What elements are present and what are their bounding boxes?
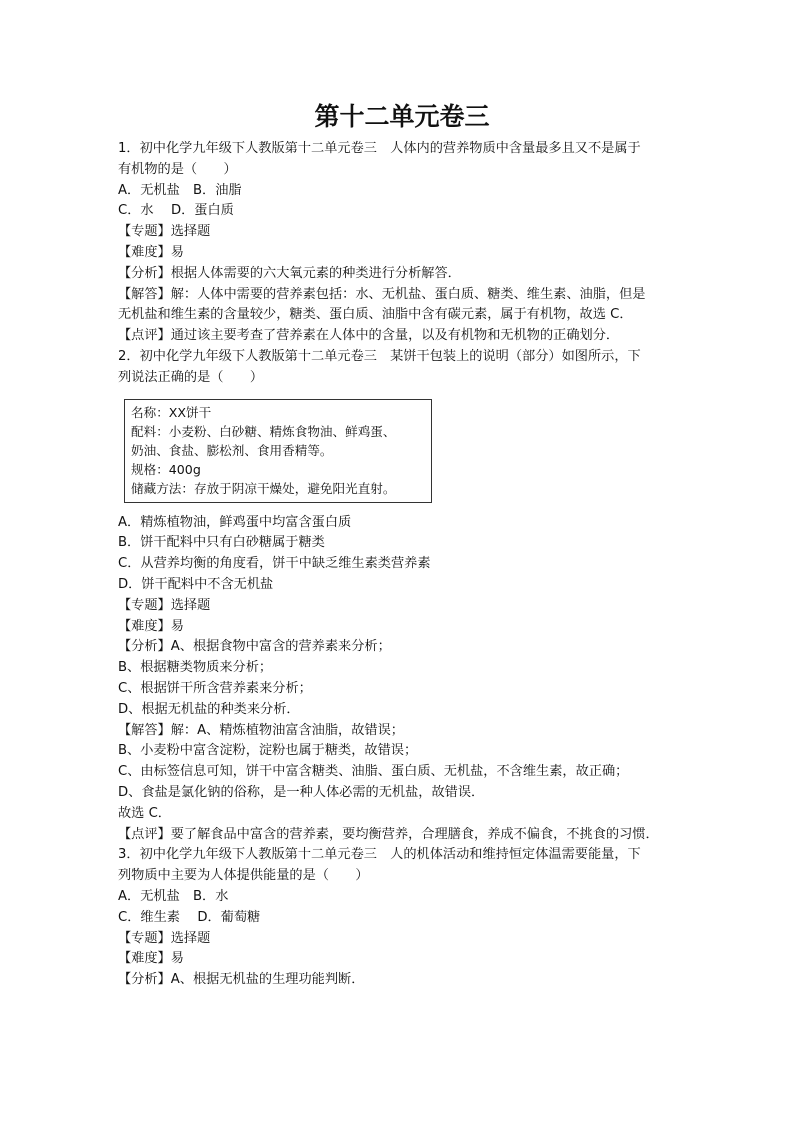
- q2-analysis-d: D、根据无机盐的种类来分析．: [118, 701, 300, 717]
- q2-difficulty: 【难度】易: [118, 618, 184, 634]
- label-spec: 规格：400g: [131, 462, 201, 478]
- q3-topic: 【专题】选择题: [118, 930, 211, 946]
- q2-stem-line-2: 列说法正确的是（ ）: [118, 369, 264, 385]
- q3-difficulty: 【难度】易: [118, 951, 184, 967]
- document-page: [118, 95, 680, 991]
- q2-answer-b: B、小麦粉中富含淀粉，淀粉也属于糖类，故错误；: [118, 743, 418, 759]
- q1-analysis: 【分析】根据人体需要的六大氧元素的种类进行分析解答．: [118, 265, 461, 281]
- q1-difficulty: 【难度】易: [118, 244, 184, 260]
- biscuit-label-box: [124, 399, 432, 503]
- q2-comment: 【点评】要了解食品中富含的营养素，要均衡营养，合理膳食，养成不偏食，不挑食的习惯．: [118, 826, 659, 842]
- q2-choice: 故选 C．: [118, 805, 171, 821]
- label-storage: 储藏方法：存放于阴凉干燥处，避免阳光直射。: [131, 481, 396, 497]
- q2-option-b: B．饼干配料中只有白砂糖属于糖类: [118, 535, 325, 551]
- q2-option-a: A．精炼植物油，鲜鸡蛋中均富含蛋白质: [118, 514, 352, 530]
- q3-options-ab: A．无机盐 B．水: [118, 888, 229, 904]
- q1-comment: 【点评】通过该主要考查了营养素在人体中的含量，以及有机物和无机物的正确划分．: [118, 328, 620, 344]
- q1-options-ab: A．无机盐 B．油脂: [118, 182, 242, 198]
- q3-stem-line-2: 列物质中主要为人体提供能量的是（ ）: [118, 868, 369, 884]
- page-title: 第十二单元卷三: [314, 102, 490, 131]
- q2-analysis-c: C、根据饼干所含营养素来分析；: [118, 680, 312, 696]
- q2-stem-line-1: 2．初中化学九年级下人教版第十二单元卷三 某饼干包装上的说明（部分）如图所示，下: [118, 348, 641, 364]
- q1-stem-line-1: 1．初中化学九年级下人教版第十二单元卷三 人体内的营养物质中含量最多且又不是属于: [118, 141, 641, 156]
- question-3: [118, 845, 680, 991]
- q1-topic: 【专题】选择题: [118, 224, 211, 240]
- q3-analysis: 【分析】A、根据无机盐的生理功能判断．: [118, 972, 365, 988]
- q1-stem-line-2: 有机物的是（ ）: [118, 161, 237, 177]
- label-name: 名称：XX饼干: [131, 404, 212, 420]
- q2-answer-c: C、由标签信息可知，饼干中富含糖类、油脂、蛋白质、无机盐，不含维生素，故正确；: [118, 764, 629, 780]
- q2-analysis-b: B、根据糖类物质来分析；: [118, 660, 273, 676]
- question-2: [118, 347, 680, 845]
- q1-answer-line-1: 【解答】解：人体中需要的营养素包括：水、无机盐、蛋白质、糖类、维生素、油脂，但是: [118, 286, 646, 302]
- q2-answer-a: 【解答】解：A、精炼植物油富含油脂，故错误；: [118, 722, 404, 738]
- q3-options-cd: C．维生素 D．葡萄糖: [118, 909, 261, 925]
- q2-option-d: D．饼干配料中不含无机盐: [118, 576, 274, 592]
- q1-options-cd: C．水 D．蛋白质: [118, 203, 234, 219]
- label-ingredients-line-1: 配料：小麦粉、白砂糖、精炼食物油、鲜鸡蛋、: [131, 423, 396, 439]
- q2-option-c: C．从营养均衡的角度看，饼干中缺乏维生素类营养素: [118, 556, 431, 572]
- q2-topic: 【专题】选择题: [118, 597, 211, 613]
- q2-answer-d: D、食盐是氯化钠的俗称，是一种人体必需的无机盐，故错误．: [118, 784, 485, 800]
- q2-analysis-a: 【分析】A、根据食物中富含的营养素来分析；: [118, 639, 391, 655]
- question-1: [118, 139, 680, 347]
- q1-answer-line-2: 无机盐和维生素的含量较少，糖类、蛋白质、油脂中含有碳元素，属于有机物，故选 C．: [118, 307, 633, 323]
- q3-stem-line-1: 3．初中化学九年级下人教版第十二单元卷三 人的机体活动和维持恒定体温需要能量，下: [118, 847, 641, 863]
- label-ingredients-line-2: 奶油、食盐、膨松剂、食用香精等。: [131, 442, 333, 458]
